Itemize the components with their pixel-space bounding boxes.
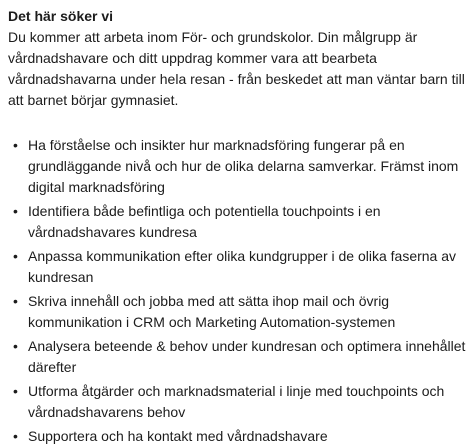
bullet-icon: • [13, 248, 18, 264]
bullet-icon: • [13, 338, 18, 354]
list-item [8, 381, 466, 423]
list-item [8, 135, 466, 198]
list-item [8, 336, 466, 378]
list-item-text: Supportera och ha kontakt med vårdnadshavare [28, 428, 328, 444]
intro-paragraph: Du kommer att arbeta inom För- och grundskolor. Din målgrupp är vårdnadshavare och ditt uppdrag kommer vara att bearbeta vårdnadshavarna under hela resan - från beskedet att man väntar barn till att barnet börjar gymnasiet. [8, 29, 465, 108]
list-item-text: Identifiera både befintliga och potentiella touchpoints i en vårdnadshavares kundresa [28, 203, 381, 240]
list-item [8, 201, 466, 243]
list-item-text: Anpassa kommunikation efter olika kundgrupper i de olika faserna av kundresan [28, 248, 457, 285]
list-item [8, 246, 466, 288]
list-item-text: Skriva innehåll och jobba med att sätta ihop mail och övrig kommunikation i CRM och Marketing Automation-systemen [28, 293, 396, 330]
bullet-icon: • [13, 293, 18, 309]
section-heading: Det här söker vi [8, 8, 114, 24]
list-item-text: Utforma åtgärder och marknadsmaterial i linje med touchpoints och vårdnadshavarens behov [28, 383, 445, 420]
bullet-icon: • [13, 203, 18, 219]
bullet-icon: • [13, 383, 18, 399]
list-item-text: Analysera beteende & behov under kundresan och optimera innehållet därefter [28, 338, 466, 375]
duties-list [8, 135, 466, 447]
bullet-icon: • [13, 428, 18, 444]
list-item-text: Ha förståelse och insikter hur marknadsföring fungerar på en grundläggande nivå och hur de olika delarna samverkar. Främst inom digital marknadsföring [28, 137, 459, 195]
list-item [8, 426, 466, 447]
list-item [8, 291, 466, 333]
bullet-icon: • [13, 137, 18, 153]
